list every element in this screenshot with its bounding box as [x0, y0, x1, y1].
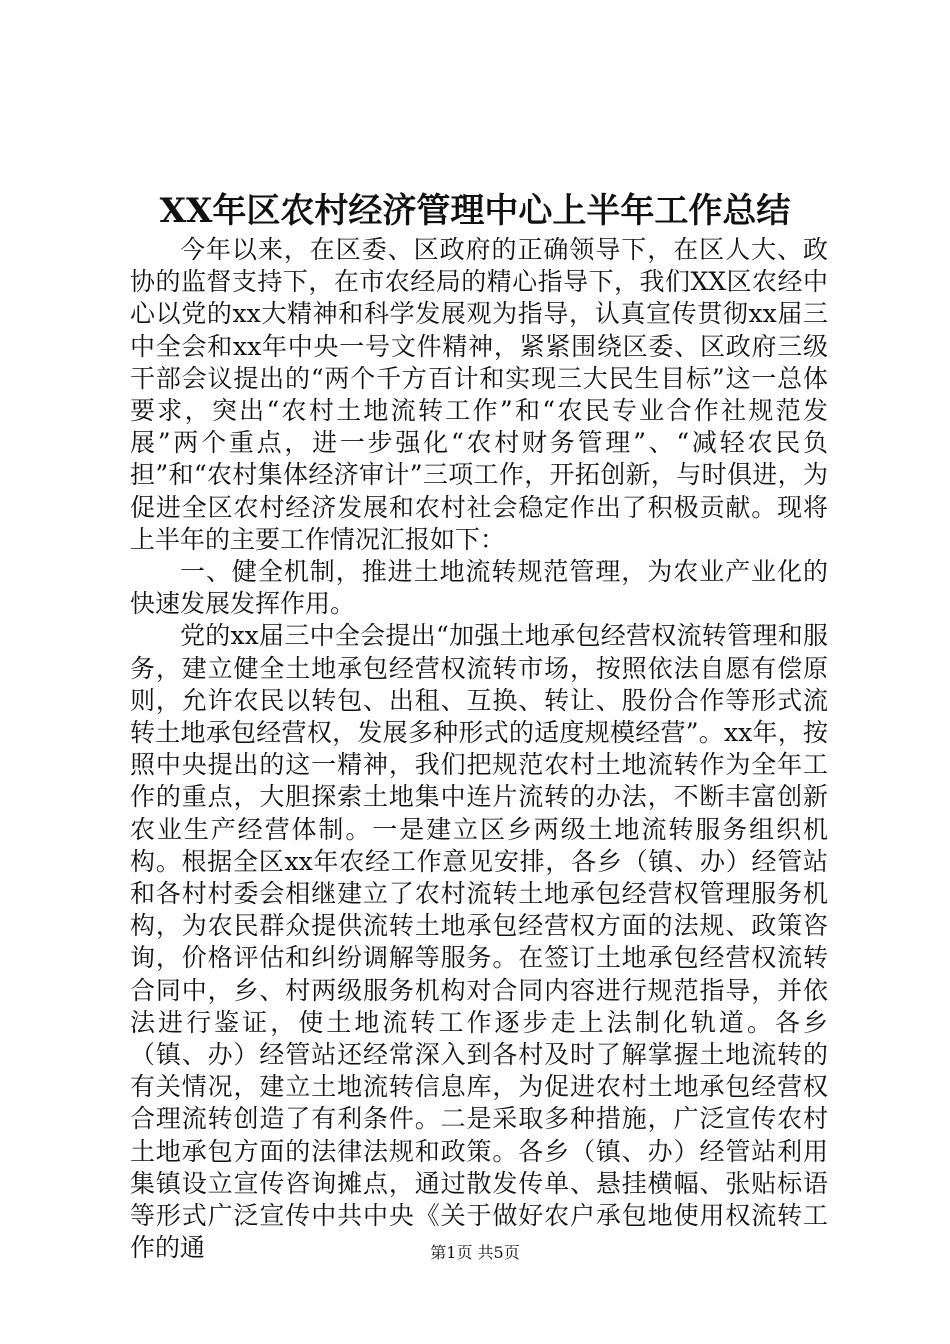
paragraph-section-heading: 一、健全机制，推进土地流转规范管理，为农业产业化的快速发展发挥作用。 [130, 557, 828, 619]
document-title: XX年区农村经济管理中心上半年工作总结 [159, 191, 791, 231]
document-body [130, 234, 828, 1265]
page-number-footer: 第1页 共5页 [430, 1243, 520, 1262]
paragraph-intro: 今年以来，在区委、区政府的正确领导下，在区人大、政协的监督支持下，在市农经局的精心指导下，我们XX区农经中心以党的xx大精神和科学发展观为指导，认真宣传贯彻xx届三中全会和xx年中央一号文件精神，紧紧围绕区委、区政府三级干部会议提出的“两个千方百计和实现三大民生目标”这一总体要求，突出“农村土地流转工作”和“农民专业合作社规范发展”两个重点，进一步强化“农村财务管理”、“减轻农民负担”和“农村集体经济审计”三项工作，开拓创新，与时俱进，为促进全区农村经济发展和农村社会稳定作出了积极贡献。现将上半年的主要工作情况汇报如下： [130, 235, 828, 554]
paragraph-land-transfer: 党的xx届三中全会提出“加强土地承包经营权流转管理和服务，建立健全土地承包经营权流转市场，按照依法自愿有偿原则，允许农民以转包、出租、互换、转让、股份合作等形式流转土地承包经营权，发展多种形式的适度规模经营”。xx年，按照中央提出的这一精神，我们把规范农村土地流转作为全年工作的重点，大胆探索土地集中连片流转的办法，不断丰富创新农业生产经营体制。一是建立区乡两级土地流转服务组织机构。根据全区xx年农经工作意见安排，各乡（镇、办）经管站和各村村委会相继建立了农村流转土地承包经营权管理服务机构，为农民群众提供流转土地承包经营权方面的法规、政策咨询，价格评估和纠纷调解等服务。在签订土地承包经营权流转合同中，乡、村两级服务机构对合同内容进行规范指导，并依法进行鉴证，使土地流转工作逐步走上法制化轨道。各乡（镇、办）经管站还经常深入到各村及时了解掌握土地流转的有关情况，建立土地流转信息库，为促进农村土地承包经营权合理流转创造了有利条件。二是采取多种措施，广泛宣传农村土地承包方面的法律法规和政策。各乡（镇、办）经管站利用集镇设立宣传咨询摊点，通过散发传单、悬挂横幅、张贴标语等形式广泛宣传中共中央《关于做好农户承包地使用权流转工作的通 [130, 621, 828, 1263]
